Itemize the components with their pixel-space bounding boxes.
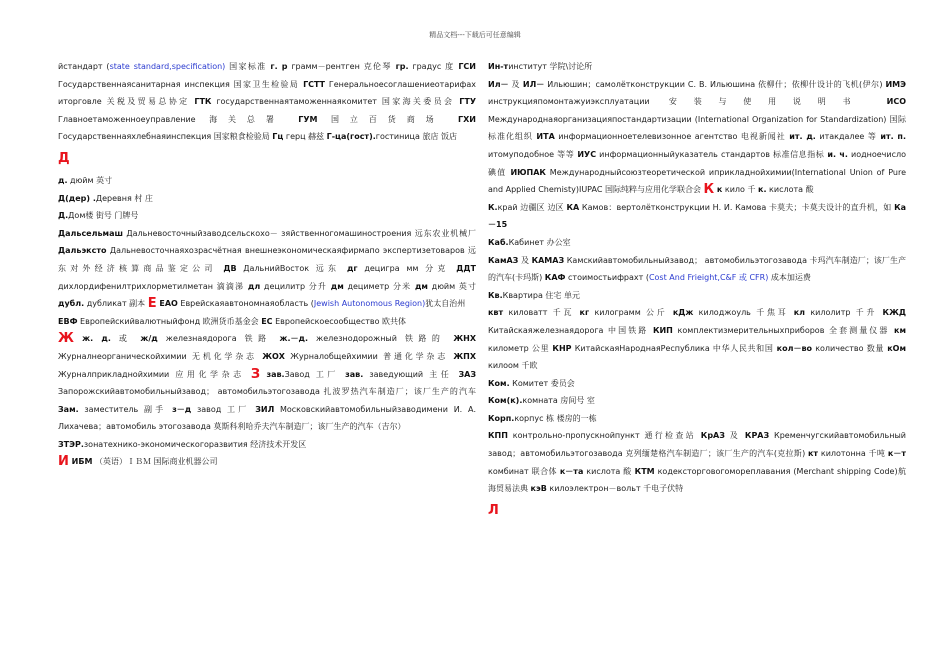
abbr: ЗТЭР. <box>58 439 84 449</box>
abbr: к <box>714 185 723 195</box>
entry <box>58 172 476 190</box>
text: Кременчугскийавтомобильный завод；автомобильэтогозавода 克列缅楚格汽车制造厂；该厂生产的汽车(克拉斯) <box>488 431 906 459</box>
abbr: з－д <box>172 404 192 414</box>
text: государственнаятаможеннаякомитет 国家海关委员会 <box>211 97 460 107</box>
abbr: ЕС <box>261 316 273 326</box>
abbr: ГСТТ <box>303 79 325 89</box>
abbr: Корп. <box>488 413 515 423</box>
text: железнодорожный 铁路的 <box>308 334 454 344</box>
text: Журналприкладнойхимии 应用化学杂志 <box>58 369 251 379</box>
abbr: К. <box>488 202 498 212</box>
text: Завод 工厂 <box>284 369 346 379</box>
entry <box>488 375 906 393</box>
text: кислота 酸 <box>766 185 814 195</box>
entry-group-zh <box>58 330 476 436</box>
text: корпус 栋 楼房的一栋 <box>514 413 597 423</box>
text: дихлордифенилтрихлорметилметан 滴滴涕 <box>58 281 248 291</box>
abbr: КТМ <box>634 466 655 476</box>
section-letter-i: И <box>58 454 69 470</box>
text: 或 <box>110 334 141 344</box>
abbr: КИП <box>652 325 673 335</box>
entry-group-i <box>488 76 906 199</box>
abbr: зав. <box>345 369 364 379</box>
section-letter-zh: Ж <box>58 331 74 347</box>
abbr: ДДТ <box>456 263 477 273</box>
abbr: зав. <box>260 369 285 379</box>
entry-group-k <box>488 304 906 374</box>
section-letter-e: Е <box>147 296 157 312</box>
text: дециметр 分米 <box>343 281 415 291</box>
abbr: ЗИЛ <box>255 404 275 414</box>
entry <box>58 313 476 331</box>
abbr: кг <box>579 308 590 318</box>
abbr: Ком(к). <box>488 396 523 406</box>
text: килотонна 千吨 <box>818 449 888 459</box>
text: Дальневосточнаяхозрасчётная внешнеэкономическаяфирмапо экспертизетоваров 远东对外经济核算商品鉴定公司 <box>58 246 476 273</box>
abbr: КрАЗ <box>700 431 725 441</box>
text: （英语）ＩＢＭ 国际商业机器公司 <box>92 457 218 467</box>
text: Государственнаясанитарная инспекция 国家卫生检验局 <box>58 79 304 89</box>
text: герц 赫兹 <box>283 132 327 142</box>
abbr: кДж <box>672 308 694 318</box>
abbr: ЖОХ <box>262 351 285 361</box>
text: Квартира 住宅 单元 <box>502 290 580 300</box>
abbr: ЖНХ <box>453 334 476 344</box>
text: децилитр 分升 <box>260 281 331 291</box>
abbr: Дальэксто <box>58 246 107 256</box>
abbr: ИЛ－ <box>522 79 545 89</box>
abbr: КРАЗ <box>744 431 770 441</box>
abbr: Г-ца(гост). <box>326 132 376 142</box>
text: Комитет 委员会 <box>509 378 575 388</box>
text: КитайскаяНароднаяРеспублика 中华人民共和国 <box>571 343 777 353</box>
abbr: Зам. <box>58 404 79 414</box>
text: дюйм 英寸 <box>427 281 477 291</box>
abbr: кОм <box>887 343 906 353</box>
abbr: ГХИ <box>458 114 476 124</box>
text: килолитр 千升 <box>805 308 883 318</box>
left-column <box>58 58 476 471</box>
text: Деревня 村 庄 <box>95 193 153 203</box>
text: Дом楼 街号 门牌号 <box>68 211 139 221</box>
abbr: КНР <box>552 343 572 353</box>
right-column <box>488 58 906 524</box>
abbr: ГТУ <box>459 97 476 107</box>
text: киловатт 千瓦 <box>503 308 580 318</box>
abbr: гр. <box>395 62 409 71</box>
text: Камскийавтомобильныйзавод； автомобильэтогозавода 卡玛汽车制造厂；该厂生产的汽车(卡玛斯) <box>488 255 906 283</box>
entry <box>58 207 476 225</box>
text: Журналнеорганическойхимии 无机化学杂志 <box>58 351 263 361</box>
abbr: КЖД <box>882 308 907 318</box>
abbr: Ин-т <box>488 62 509 71</box>
text: Европейскоесообщество 欧共体 <box>272 316 407 326</box>
abbr: ИУС <box>577 149 597 159</box>
text: край 边疆区 边区 <box>497 202 567 212</box>
text: Дальневосточныйзаводсельскохо－ зяйственногомашиностроения 远东农业机械厂 <box>122 228 476 238</box>
abbr: дл <box>247 281 261 291</box>
entry <box>488 199 906 234</box>
abbr: ЖПХ <box>453 351 476 361</box>
text: децигра мм 分克 <box>357 263 457 273</box>
text: километр 公里 <box>488 343 553 353</box>
abbr: кл <box>793 308 806 318</box>
entry <box>58 190 476 208</box>
text: инструкцияпомонтажуиэксплуатации 安装与使用说明书 <box>488 97 887 107</box>
text: информационноетелевизонное агентство 电视新闻社 <box>554 132 790 142</box>
text: 琴 <box>382 62 396 71</box>
text: килоэлектрон－вольт 千电子伏特 <box>546 484 684 494</box>
text: Ильюшин；самолётконструкции С. В. Ильюшина 依柳什；依柳什设计的飞机(伊尔) <box>544 79 886 89</box>
abbr: ИБМ <box>68 457 93 467</box>
text: Генеральноесоглашениеотарифах иторговле 关税及贸易总协定 <box>58 79 476 107</box>
text: Китайскаяжелезнаядорога 中国铁路 <box>488 325 653 335</box>
text: Международнаяорганизацияпостандартизации (International Organization for Standardization) 国际标准化组织 <box>488 114 906 142</box>
abbr: ИЮПАК <box>510 167 546 177</box>
text: итакдалее 等 <box>815 132 881 142</box>
entry <box>488 392 906 410</box>
abbr: д. <box>58 175 68 185</box>
text: ДальнийВосток 远东 <box>236 263 347 273</box>
abbr: ж.－д. <box>279 334 309 344</box>
abbr: ит. д. <box>789 132 816 142</box>
text: кило 千 <box>722 185 759 195</box>
text: комплектизмерительныхприборов 全套测量仪器 <box>672 325 895 335</box>
english-term: Cost And Frieight,C&F 或 CFR) <box>648 273 769 283</box>
abbr: Ком. <box>488 378 510 388</box>
abbr: кол－во <box>776 343 812 353</box>
abbr: ГТК <box>194 97 212 107</box>
abbr: ит. п. <box>880 132 906 142</box>
text: 成本加运费 <box>768 273 811 283</box>
text: железнаядорога 铁路 <box>157 334 280 344</box>
text: Камов：вертолётконструкции Н. И. Камова 卡莫夫；卡莫夫设计的直升机，如 <box>579 202 895 212</box>
abbr: кт <box>807 449 819 459</box>
text: 犹太自治州 <box>425 299 466 309</box>
text: Журналобщейхимии 普通化学杂志 <box>284 351 454 361</box>
text: гостиница 旅店 饭店 <box>375 132 457 142</box>
entry <box>58 453 476 471</box>
abbr: КамАЗ <box>488 255 519 265</box>
text: зонатехнико-экономическогоразвития 经济技术开发区 <box>83 439 307 449</box>
abbr: квт <box>488 308 504 318</box>
abbr: КА <box>566 202 580 212</box>
abbr: дм <box>330 281 344 291</box>
page-header: 精品文档---下载后可任意编辑 <box>429 31 521 39</box>
text: заведующий 主任 <box>363 369 459 379</box>
abbr: ДВ <box>223 263 237 273</box>
text: Кабинет 办公室 <box>508 237 571 247</box>
abbr: ИСО <box>886 97 906 107</box>
abbr: КАМАЗ <box>531 255 565 265</box>
abbr: Дальсельмаш <box>58 228 123 238</box>
abbr: Ка－15 <box>488 202 907 230</box>
abbr: ИТА <box>536 132 555 142</box>
text: Запорожскийавтомобильныйзавод； автомобильэтогозавода 扎波罗热汽车制造厂；该厂生产的汽车 <box>58 387 476 397</box>
abbr: дубл. <box>58 299 85 309</box>
entry <box>488 58 906 76</box>
text: градус 度 <box>408 62 459 71</box>
text: 及 <box>724 431 745 441</box>
text: грамм－рентген 克伦 <box>287 62 383 71</box>
english-term: state standard,specification) <box>109 62 226 71</box>
abbr: г. р <box>270 62 288 71</box>
abbr: Кв. <box>488 290 503 300</box>
entry <box>488 410 906 428</box>
text: комната 房间号 室 <box>522 396 595 406</box>
abbr: Ил－ <box>488 79 509 89</box>
abbr: дм <box>414 281 428 291</box>
entry-group-k2 <box>488 427 906 497</box>
abbr: к－т <box>887 449 906 459</box>
text: 及 <box>518 255 532 265</box>
entry-group-g <box>58 58 476 146</box>
entry <box>488 252 906 287</box>
text: килограмм 公斤 <box>589 308 673 318</box>
abbr: ЗАЗ <box>458 369 476 379</box>
text: информационныйуказатель стандартов 标准信息指标 <box>596 149 828 159</box>
abbr: ЕАО <box>156 299 178 309</box>
entry <box>488 234 906 252</box>
text: завод 工厂 <box>191 404 256 414</box>
text: 国立百货商场 <box>317 114 459 124</box>
text: количество 数量 <box>812 343 888 353</box>
abbr: Каб. <box>488 237 509 247</box>
section-letter-d: Д <box>58 150 70 166</box>
text: Московскийавтомобильныйзаводимени И. А. Лихачева；автомобиль этогозавода 莫斯科利哈乔夫汽车制造厂；该厂生产的汽车（吉尔） <box>58 404 476 432</box>
section-letter-z: З <box>250 366 261 382</box>
text: килоджоуль 千焦耳 <box>693 308 794 318</box>
abbr: ГУМ <box>298 114 318 124</box>
text: Европейскийвалютныйфонд 欧洲货币基金会 <box>77 316 262 326</box>
text: кислота 酸 <box>583 466 635 476</box>
abbr: ИМЭ <box>885 79 906 89</box>
abbr: ж. д. <box>73 334 111 344</box>
entry <box>488 287 906 305</box>
text: килоом 千欧 <box>488 361 538 371</box>
text: комбинат 联合体 <box>488 466 560 476</box>
english-term: Jewish Autonomous Region) <box>313 299 426 309</box>
text: Государственнаяхлебнаяинспекция 国家粮食检验局 <box>58 132 273 142</box>
entry <box>58 436 476 454</box>
abbr: КПП <box>488 431 508 441</box>
abbr: ЕВФ <box>58 316 78 326</box>
text: контрольно-пропускнойпункт 通行检查站 <box>507 431 701 441</box>
abbr: км <box>894 325 906 335</box>
abbr: и. ч. <box>827 149 848 159</box>
abbr: к. <box>758 185 767 195</box>
text: заместитель 副手 <box>78 404 173 414</box>
section-letter-l: Л <box>488 502 499 518</box>
text: Главноетаможенноеуправление 海关总署 <box>58 114 299 124</box>
text: иодноечисло 碘值 <box>488 149 907 177</box>
text: Международныйсоюзтеоретической иприкладнойхимии(International Union of Pure and Applied Chemisty)IUPAC 国际纯粹与应用化学联合会 <box>488 167 906 195</box>
abbr: Гц <box>272 132 284 142</box>
entry-group-d <box>58 225 476 313</box>
text: институт 学院\讨论所 <box>508 62 593 71</box>
text: стоимостьифрахт ( <box>565 273 649 283</box>
text: Еврейскаяавтономнаяобласть ( <box>177 299 314 309</box>
text: кодексторговогомореплавания (Merchant shipping Code)航海贸易法典 <box>488 466 906 494</box>
text: 国家标准 <box>225 62 271 71</box>
text: дубликат 副本 <box>84 299 148 309</box>
abbr: дг <box>346 263 358 273</box>
text: 及 <box>508 79 523 89</box>
section-letter-k: К <box>703 182 715 198</box>
text: йстандарт ( <box>58 62 110 71</box>
abbr: Д(дер) . <box>58 193 96 203</box>
text: итомуподобное 等等 <box>488 149 578 159</box>
text: дюйм 英寸 <box>67 175 113 185</box>
abbr: к－та <box>559 466 584 476</box>
abbr: ж/д <box>140 334 158 344</box>
abbr: ГСИ <box>458 62 476 71</box>
abbr: КАФ <box>544 273 566 283</box>
abbr: Д. <box>58 211 69 221</box>
abbr: кэВ <box>530 484 547 494</box>
